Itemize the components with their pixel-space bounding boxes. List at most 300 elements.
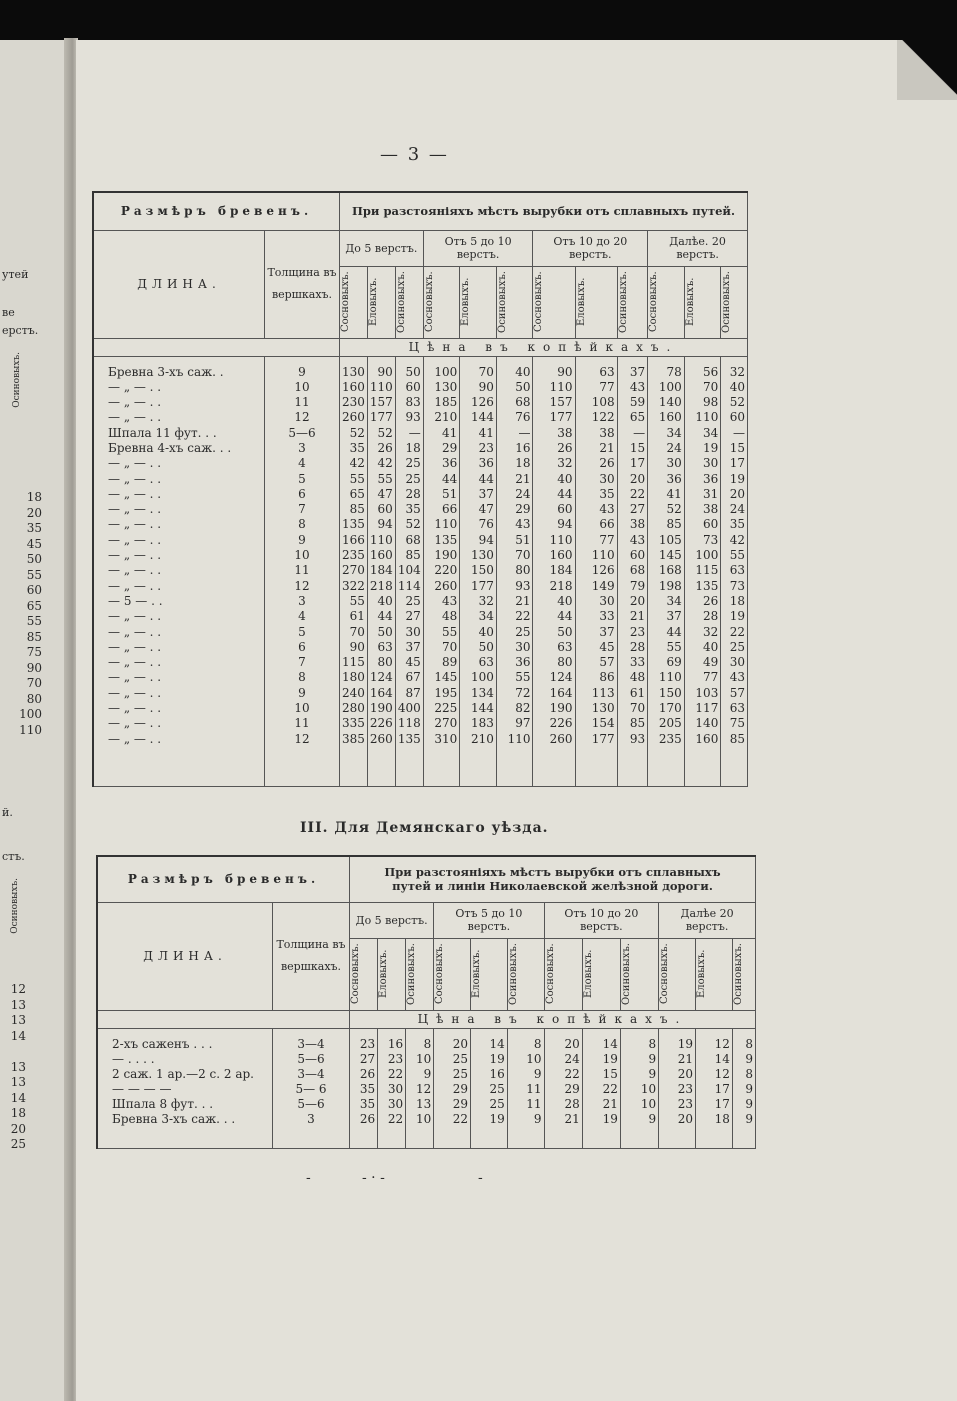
price-value: 85 bbox=[405, 548, 421, 563]
price-value: 60 bbox=[405, 379, 421, 394]
t1-price-column bbox=[721, 356, 748, 786]
price-value: 130 bbox=[434, 379, 458, 394]
price-value: 166 bbox=[342, 532, 365, 547]
price-value: 50 bbox=[478, 639, 494, 654]
price-value: 38 bbox=[629, 517, 646, 532]
price-value: 37 bbox=[599, 624, 615, 639]
table2-thickness-header: Толщина въ вершкахъ. bbox=[273, 902, 350, 1010]
page-corner bbox=[897, 40, 957, 100]
t2-species-label: Еловыхъ. bbox=[696, 949, 708, 999]
row-thickness: 6 bbox=[298, 486, 306, 501]
price-value: 66 bbox=[442, 502, 458, 517]
price-value: 23 bbox=[677, 1096, 694, 1111]
price-value: 67 bbox=[405, 670, 421, 685]
price-value: 164 bbox=[369, 685, 393, 700]
price-value: 30 bbox=[405, 624, 421, 639]
price-table-1 bbox=[92, 191, 748, 787]
price-value: 25 bbox=[489, 1081, 505, 1096]
price-value: 9 bbox=[745, 1111, 753, 1126]
t2-price-column bbox=[378, 1028, 406, 1148]
price-value: 117 bbox=[695, 701, 719, 716]
left-values-a bbox=[0, 490, 42, 738]
price-value: 11 bbox=[526, 1081, 542, 1096]
t2-species-header bbox=[471, 938, 508, 1010]
price-value: 65 bbox=[629, 410, 646, 425]
price-value: 9 bbox=[745, 1081, 753, 1096]
row-label: — „ — . . bbox=[108, 609, 162, 624]
t1-thickness-column bbox=[265, 356, 340, 786]
left-fragment-value: 14 bbox=[10, 1090, 26, 1105]
price-value: — bbox=[408, 425, 421, 440]
t2-price-column bbox=[544, 1028, 582, 1148]
price-value: 70 bbox=[703, 379, 719, 394]
price-value: 48 bbox=[629, 670, 646, 685]
t2-species-label: Осиновыхъ. bbox=[732, 943, 744, 1005]
price-value: 170 bbox=[658, 701, 682, 716]
price-value: 126 bbox=[591, 563, 615, 578]
price-value: 149 bbox=[591, 578, 615, 593]
left-head-vert: Осиновыхъ. bbox=[12, 352, 22, 408]
row-label: — „ — . . bbox=[108, 716, 162, 731]
price-value: 180 bbox=[342, 670, 365, 685]
price-value: 79 bbox=[629, 578, 646, 593]
left-fragment-value: 25 bbox=[10, 1137, 26, 1151]
t2-price-column bbox=[582, 1028, 620, 1148]
price-value: 8 bbox=[648, 1036, 657, 1051]
price-value: 8 bbox=[423, 1036, 432, 1051]
price-value: 36 bbox=[703, 471, 719, 486]
price-value: 22 bbox=[729, 624, 745, 639]
price-value: 122 bbox=[591, 410, 615, 425]
price-value: 94 bbox=[377, 517, 393, 532]
t2-species-label: Осиновыхъ. bbox=[406, 943, 418, 1005]
price-value: 90 bbox=[478, 379, 494, 394]
price-value: 57 bbox=[599, 655, 615, 670]
row-label: Шпала 8 фут. . . bbox=[112, 1096, 214, 1111]
price-value: 60 bbox=[703, 517, 719, 532]
price-value: 135 bbox=[342, 517, 365, 532]
price-value: 24 bbox=[666, 440, 682, 455]
price-value: 38 bbox=[557, 425, 573, 440]
price-value: 42 bbox=[377, 456, 393, 471]
price-value: 183 bbox=[470, 716, 494, 731]
price-value: 29 bbox=[564, 1081, 580, 1096]
t1-species-label: Сосновыхъ. bbox=[533, 271, 545, 333]
price-value: 19 bbox=[729, 609, 745, 624]
price-value: 55 bbox=[349, 593, 365, 608]
price-value: 154 bbox=[591, 716, 615, 731]
price-value: 56 bbox=[703, 364, 719, 379]
price-value: 70 bbox=[629, 701, 646, 716]
price-value: 37 bbox=[666, 609, 682, 624]
price-value: 135 bbox=[434, 532, 458, 547]
t2-length-column bbox=[97, 1028, 273, 1148]
price-value: 190 bbox=[369, 701, 393, 716]
price-value: 94 bbox=[557, 517, 573, 532]
price-value: 63 bbox=[729, 563, 745, 578]
price-value: 25 bbox=[729, 639, 745, 654]
price-value: 226 bbox=[549, 716, 573, 731]
price-value: 240 bbox=[342, 685, 365, 700]
price-value: 98 bbox=[703, 395, 719, 410]
price-value: 73 bbox=[703, 532, 719, 547]
t2-price-column bbox=[406, 1028, 434, 1148]
row-thickness: 5—6 bbox=[297, 1051, 325, 1066]
price-value: 29 bbox=[452, 1096, 469, 1111]
price-value: 17 bbox=[729, 456, 745, 471]
price-value: 30 bbox=[729, 655, 745, 670]
price-value: 15 bbox=[602, 1066, 618, 1081]
t2-species-header bbox=[406, 938, 434, 1010]
row-thickness: 10 bbox=[294, 701, 310, 716]
price-value: 9 bbox=[648, 1111, 657, 1126]
row-label: — „ — . . bbox=[108, 410, 162, 425]
price-value: 20 bbox=[564, 1036, 580, 1051]
footer-mark-0: - bbox=[306, 1170, 311, 1186]
price-value: 210 bbox=[470, 731, 494, 746]
price-value: 210 bbox=[434, 410, 458, 425]
price-value: 55 bbox=[442, 624, 458, 639]
price-value: 35 bbox=[599, 486, 615, 501]
price-value: 144 bbox=[470, 410, 494, 425]
left-head-top: утей bbox=[2, 268, 29, 281]
left-fragment-value: 20 bbox=[10, 1121, 26, 1136]
table2-price-header: Цѣна въ копѣйкахъ. bbox=[350, 1010, 756, 1028]
price-value: 43 bbox=[629, 532, 646, 547]
price-value: 110 bbox=[695, 410, 719, 425]
left-head2-a: й. bbox=[2, 806, 13, 819]
price-value: 32 bbox=[729, 364, 745, 379]
price-value: 9 bbox=[745, 1096, 753, 1111]
price-value: 140 bbox=[658, 395, 682, 410]
price-value: — bbox=[518, 425, 531, 440]
price-value: 10 bbox=[640, 1096, 657, 1111]
price-value: 8 bbox=[745, 1066, 753, 1081]
t1-species-header bbox=[395, 266, 423, 338]
price-value: 110 bbox=[369, 532, 393, 547]
row-thickness: 10 bbox=[294, 548, 310, 563]
price-value: 93 bbox=[515, 578, 531, 593]
price-value: — bbox=[733, 425, 745, 440]
t2-price-column bbox=[507, 1028, 544, 1148]
price-value: 43 bbox=[629, 379, 646, 394]
t1-species-header bbox=[617, 266, 648, 338]
row-thickness: 6 bbox=[298, 639, 306, 654]
table1-group-0: До 5 верстъ. bbox=[340, 230, 424, 266]
row-thickness: 12 bbox=[294, 578, 310, 593]
price-value: 51 bbox=[515, 532, 531, 547]
price-value: 36 bbox=[515, 655, 531, 670]
price-value: 51 bbox=[442, 486, 458, 501]
price-value: 37 bbox=[629, 364, 646, 379]
price-value: 44 bbox=[557, 609, 573, 624]
price-value: 19 bbox=[489, 1111, 505, 1126]
price-value: 134 bbox=[470, 685, 494, 700]
price-value: 78 bbox=[666, 364, 682, 379]
row-label: — „ — . . bbox=[108, 548, 162, 563]
price-value: 47 bbox=[377, 486, 393, 501]
price-value: 82 bbox=[515, 701, 531, 716]
price-value: 218 bbox=[369, 578, 393, 593]
t1-price-column bbox=[340, 356, 368, 786]
price-value: 66 bbox=[599, 517, 615, 532]
price-value: 140 bbox=[695, 716, 719, 731]
t1-species-header bbox=[496, 266, 533, 338]
price-value: 100 bbox=[658, 379, 682, 394]
price-value: 164 bbox=[549, 685, 573, 700]
row-thickness: 12 bbox=[294, 410, 310, 425]
price-value: 49 bbox=[703, 655, 719, 670]
price-value: 177 bbox=[591, 731, 615, 746]
price-value: 18 bbox=[714, 1111, 730, 1126]
price-value: 22 bbox=[387, 1066, 404, 1081]
t2-thickness-column bbox=[273, 1028, 350, 1148]
row-thickness: 11 bbox=[294, 716, 310, 731]
left-fragment-value: 60 bbox=[26, 583, 42, 597]
price-value: 57 bbox=[729, 685, 745, 700]
t1-price-column bbox=[460, 356, 497, 786]
price-value: 30 bbox=[387, 1081, 404, 1096]
price-value: 25 bbox=[515, 624, 531, 639]
price-value: 72 bbox=[515, 685, 531, 700]
row-label: — . . . . bbox=[112, 1051, 155, 1066]
price-value: 100 bbox=[434, 364, 458, 379]
left-fragment-value: 100 bbox=[19, 707, 42, 721]
row-thickness: 5 bbox=[298, 471, 306, 486]
left-fragment-value: 13 bbox=[10, 1059, 26, 1074]
price-value: 60 bbox=[729, 410, 745, 425]
t2-species-header bbox=[434, 938, 471, 1010]
price-value: 55 bbox=[377, 471, 393, 486]
price-value: 70 bbox=[478, 364, 494, 379]
price-value: 26 bbox=[599, 456, 615, 471]
row-thickness: 3—4 bbox=[297, 1066, 325, 1081]
row-label: — „ — . . bbox=[108, 578, 162, 593]
price-value: 9 bbox=[533, 1111, 542, 1126]
price-value: 19 bbox=[602, 1111, 618, 1126]
price-value: 124 bbox=[369, 670, 393, 685]
price-value: 34 bbox=[666, 593, 682, 608]
price-value: 40 bbox=[557, 593, 573, 608]
row-thickness: 4 bbox=[298, 609, 306, 624]
left-head2-b: стъ. bbox=[2, 850, 25, 863]
price-value: 100 bbox=[470, 670, 494, 685]
price-value: 44 bbox=[478, 471, 494, 486]
price-value: 218 bbox=[549, 578, 573, 593]
price-value: 68 bbox=[515, 395, 531, 410]
price-value: 41 bbox=[478, 425, 494, 440]
price-value: 19 bbox=[729, 471, 745, 486]
left-values-b bbox=[0, 982, 26, 1153]
row-label: — „ — . . bbox=[108, 532, 162, 547]
t1-species-header bbox=[460, 266, 497, 338]
price-value: 85 bbox=[666, 517, 682, 532]
price-value: 226 bbox=[369, 716, 393, 731]
left-page-fragment bbox=[0, 40, 66, 1401]
price-value: 280 bbox=[342, 701, 365, 716]
price-value: 55 bbox=[729, 548, 745, 563]
price-value: 9 bbox=[648, 1066, 657, 1081]
t1-price-column bbox=[367, 356, 395, 786]
price-value: 55 bbox=[515, 670, 531, 685]
price-value: 48 bbox=[442, 609, 458, 624]
left-fragment-value: 13 bbox=[10, 1013, 26, 1027]
price-value: 24 bbox=[515, 486, 531, 501]
t1-species-header bbox=[684, 266, 721, 338]
table1-price-header: Цѣна въ копѣйкахъ. bbox=[340, 338, 748, 356]
price-value: 160 bbox=[342, 379, 365, 394]
price-value: 110 bbox=[434, 517, 458, 532]
t2-price-column bbox=[659, 1028, 696, 1148]
price-value: 40 bbox=[703, 639, 719, 654]
price-value: 110 bbox=[549, 379, 573, 394]
price-value: 63 bbox=[599, 364, 615, 379]
t1-species-label: Осиновыхъ. bbox=[496, 271, 508, 333]
price-value: 28 bbox=[564, 1096, 580, 1111]
price-value: 9 bbox=[533, 1066, 542, 1081]
price-value: 145 bbox=[434, 670, 458, 685]
price-value: 21 bbox=[515, 593, 531, 608]
left-fragment-value: 50 bbox=[26, 552, 42, 566]
left-fragment-value: 55 bbox=[26, 614, 42, 628]
price-value: 55 bbox=[666, 639, 682, 654]
price-value: 69 bbox=[666, 655, 682, 670]
row-label: Бревна 3-хъ саж. . bbox=[108, 364, 224, 379]
price-value: 11 bbox=[526, 1096, 542, 1111]
t2-price-column bbox=[696, 1028, 733, 1148]
price-value: 37 bbox=[405, 639, 421, 654]
price-value: 21 bbox=[629, 609, 646, 624]
price-value: 32 bbox=[703, 624, 719, 639]
price-value: 104 bbox=[397, 563, 421, 578]
price-value: 22 bbox=[515, 609, 531, 624]
left-fragment-value: 45 bbox=[26, 536, 42, 551]
price-value: 157 bbox=[549, 395, 573, 410]
price-value: 160 bbox=[549, 548, 573, 563]
price-value: 168 bbox=[658, 563, 682, 578]
price-value: 9 bbox=[423, 1066, 432, 1081]
row-thickness: 11 bbox=[294, 563, 310, 578]
price-value: 41 bbox=[666, 486, 682, 501]
price-value: 12 bbox=[416, 1081, 432, 1096]
price-value: 105 bbox=[658, 532, 682, 547]
left-fragment-value: 70 bbox=[26, 676, 42, 690]
t1-price-column bbox=[496, 356, 533, 786]
price-value: 26 bbox=[703, 593, 719, 608]
price-value: 52 bbox=[377, 425, 393, 440]
t2-species-label: Сосновыхъ. bbox=[544, 943, 556, 1005]
price-value: 30 bbox=[387, 1096, 404, 1111]
price-value: 10 bbox=[640, 1081, 657, 1096]
price-value: 110 bbox=[658, 670, 682, 685]
price-value: 43 bbox=[442, 593, 458, 608]
price-value: 50 bbox=[515, 379, 531, 394]
price-value: 38 bbox=[703, 502, 719, 517]
price-value: 42 bbox=[349, 456, 365, 471]
t2-species-header bbox=[378, 938, 406, 1010]
t1-price-column bbox=[533, 356, 575, 786]
price-value: 23 bbox=[629, 624, 646, 639]
price-value: 50 bbox=[405, 364, 421, 379]
t2-species-label: Еловыхъ. bbox=[582, 949, 594, 999]
price-value: 15 bbox=[729, 440, 745, 455]
t2-price-column bbox=[471, 1028, 508, 1148]
price-value: 68 bbox=[405, 532, 421, 547]
price-value: 118 bbox=[397, 716, 421, 731]
price-value: 157 bbox=[369, 395, 393, 410]
t1-price-column bbox=[395, 356, 423, 786]
price-value: 61 bbox=[349, 609, 365, 624]
price-value: 20 bbox=[629, 593, 646, 608]
t2-species-label: Осиновыхъ. bbox=[620, 943, 632, 1005]
price-value: 103 bbox=[695, 685, 719, 700]
price-value: 135 bbox=[695, 578, 719, 593]
t2-species-header bbox=[544, 938, 582, 1010]
price-value: 26 bbox=[377, 440, 393, 455]
row-thickness: 10 bbox=[294, 379, 310, 394]
t1-price-column bbox=[648, 356, 685, 786]
price-value: 13 bbox=[416, 1096, 432, 1111]
table2-group-3: Далѣе 20 верстъ. bbox=[659, 902, 756, 938]
price-value: 18 bbox=[515, 456, 531, 471]
row-thickness: 5— 6 bbox=[295, 1081, 327, 1096]
price-value: 63 bbox=[478, 655, 494, 670]
row-label: — „ — . . bbox=[108, 731, 162, 746]
price-value: 44 bbox=[557, 486, 573, 501]
table1-distance-header: При разстояніяхъ мѣстъ вырубки отъ сплавныхъ путей. bbox=[340, 192, 748, 230]
price-value: 65 bbox=[349, 486, 365, 501]
row-thickness: 8 bbox=[298, 517, 306, 532]
price-value: 37 bbox=[478, 486, 494, 501]
price-value: 260 bbox=[549, 731, 573, 746]
t2-species-header bbox=[696, 938, 733, 1010]
row-label: — „ — . . bbox=[108, 517, 162, 532]
table1-group-2: Отъ 10 до 20 верстъ. bbox=[533, 230, 648, 266]
price-value: — bbox=[633, 425, 646, 440]
section-title: III. Для Демянскаго уѣзда. bbox=[300, 820, 549, 836]
price-value: 160 bbox=[369, 548, 393, 563]
price-value: 14 bbox=[602, 1036, 618, 1051]
price-value: 68 bbox=[629, 563, 646, 578]
price-value: 130 bbox=[470, 548, 494, 563]
price-value: 35 bbox=[349, 440, 365, 455]
table1-group-1: Отъ 5 до 10 верстъ. bbox=[423, 230, 533, 266]
price-value: 93 bbox=[405, 410, 421, 425]
price-value: 114 bbox=[397, 578, 421, 593]
price-value: 77 bbox=[599, 379, 615, 394]
price-value: 130 bbox=[342, 364, 365, 379]
price-value: 145 bbox=[658, 548, 682, 563]
price-value: 43 bbox=[515, 517, 531, 532]
price-value: 27 bbox=[359, 1051, 376, 1066]
price-value: 124 bbox=[549, 670, 573, 685]
t2-species-label: Сосновыхъ. bbox=[350, 943, 361, 1005]
price-value: 70 bbox=[515, 548, 531, 563]
price-value: 19 bbox=[602, 1051, 618, 1066]
price-value: 40 bbox=[478, 624, 494, 639]
price-value: 42 bbox=[729, 532, 745, 547]
price-value: 70 bbox=[442, 639, 458, 654]
price-value: 77 bbox=[703, 670, 719, 685]
left-fragment-value: 20 bbox=[26, 505, 42, 520]
price-value: 22 bbox=[629, 486, 646, 501]
row-label: — „ — . . bbox=[108, 395, 162, 410]
price-value: 44 bbox=[666, 624, 682, 639]
left-fragment-value: 80 bbox=[26, 691, 42, 706]
price-value: 25 bbox=[405, 471, 421, 486]
left-head2-vert: Осиновыхъ. bbox=[10, 878, 20, 934]
price-value: 108 bbox=[591, 395, 615, 410]
